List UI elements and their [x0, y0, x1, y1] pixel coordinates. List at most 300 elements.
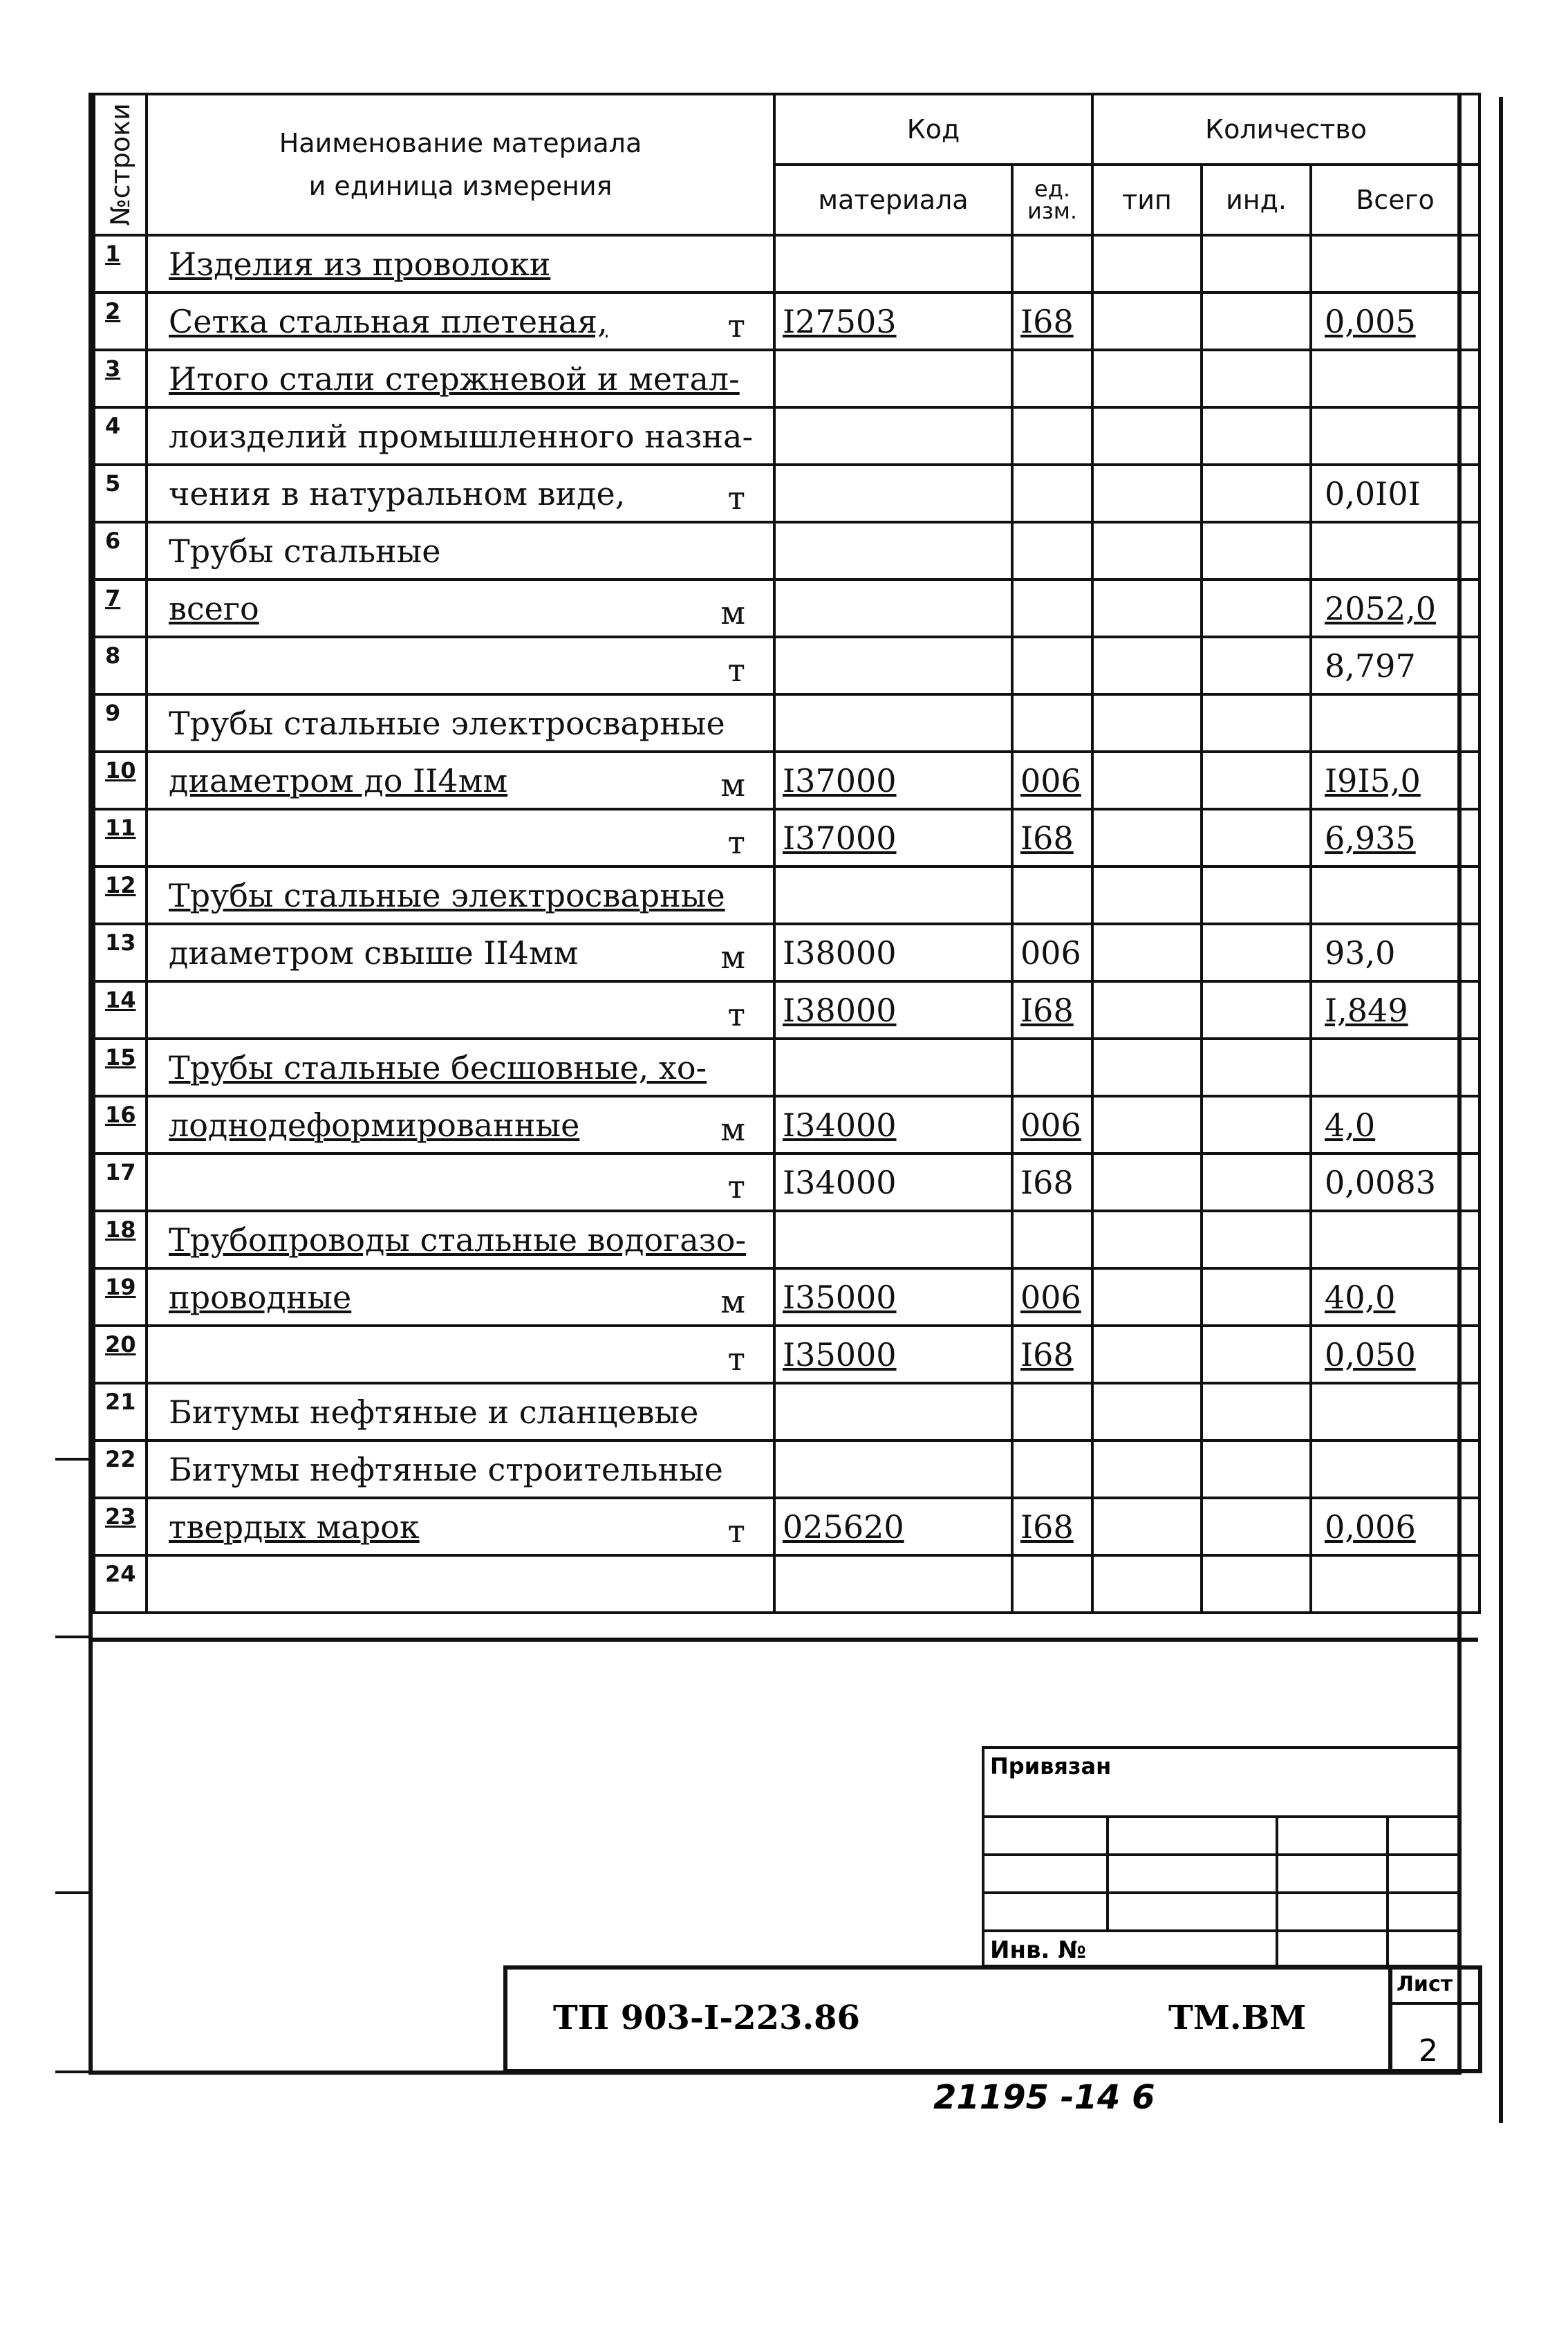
row-number-text: 11 — [105, 815, 136, 841]
material-code-text: I35000 — [783, 1335, 897, 1373]
qty-total — [1311, 1383, 1480, 1441]
material-name — [147, 1154, 774, 1211]
material-name-text: диаметром свыше II4мм — [169, 934, 579, 972]
qty-total — [1311, 350, 1480, 407]
material-name — [147, 1268, 774, 1326]
qty-ind — [1202, 924, 1311, 981]
table-row — [94, 1154, 1480, 1211]
row-number-text: 5 — [105, 470, 121, 497]
material-name-text: Итого стали стержневой и метал- — [169, 360, 740, 398]
material-name — [147, 867, 774, 924]
table-row — [94, 1498, 1480, 1555]
material-unit: м — [720, 938, 745, 976]
qty-type — [1092, 981, 1202, 1039]
qty-ind — [1202, 1039, 1311, 1096]
material-name — [147, 1211, 774, 1268]
material-name — [147, 1326, 774, 1383]
unit-code-text: I68 — [1020, 1335, 1074, 1373]
material-name — [147, 350, 774, 407]
unit-code — [1012, 350, 1092, 407]
qty-total — [1311, 694, 1480, 752]
material-name — [147, 580, 774, 637]
qty-total — [1311, 924, 1480, 981]
material-name-text: проводные — [169, 1278, 352, 1316]
qty-ind — [1202, 1211, 1311, 1268]
qty-total — [1311, 752, 1480, 809]
table-row — [94, 1268, 1480, 1326]
table-row — [94, 694, 1480, 752]
qty-ind — [1202, 637, 1311, 694]
qty-total — [1311, 407, 1480, 465]
material-code — [774, 293, 1012, 350]
unit-code — [1012, 1441, 1092, 1498]
table-row — [94, 235, 1480, 293]
row-number — [94, 694, 147, 752]
unit-code — [1012, 1326, 1092, 1383]
row-number-text: 22 — [105, 1446, 136, 1472]
material-name — [147, 637, 774, 694]
left-tick-mark — [55, 1891, 93, 1894]
qty-ind — [1202, 1096, 1311, 1154]
material-code — [774, 752, 1012, 809]
row-number — [94, 809, 147, 867]
qty-type — [1092, 1498, 1202, 1555]
qty-total — [1311, 465, 1480, 522]
title-block-rule — [1388, 1965, 1392, 2073]
table-row — [94, 867, 1480, 924]
table-row — [94, 981, 1480, 1039]
qty-ind — [1202, 694, 1311, 752]
qty-type — [1092, 752, 1202, 809]
qty-total-text: 8,797 — [1325, 647, 1416, 685]
row-number — [94, 1211, 147, 1268]
row-number-text: 20 — [105, 1331, 136, 1358]
row-number-text: 1 — [105, 241, 121, 267]
material-code — [774, 1383, 1012, 1441]
material-code-text: I37000 — [783, 761, 897, 799]
row-number — [94, 1498, 147, 1555]
unit-code — [1012, 1154, 1092, 1211]
material-name-text: Трубы стальные электросварные — [169, 704, 725, 742]
qty-type — [1092, 1326, 1202, 1383]
row-number — [94, 1039, 147, 1096]
qty-total — [1311, 1268, 1480, 1326]
sheet-number: 2 — [1419, 2033, 1438, 2068]
row-number-text: 23 — [105, 1503, 136, 1530]
qty-ind — [1202, 350, 1311, 407]
material-name-text: чения в натуральном виде, — [169, 474, 626, 512]
unit-code-text: 006 — [1020, 761, 1081, 799]
qty-total — [1311, 809, 1480, 867]
qty-total — [1311, 235, 1480, 293]
row-number-text: 15 — [105, 1044, 136, 1071]
title-block-rule — [1388, 2002, 1482, 2005]
stamp-inv-no-label: Инв. № — [990, 1936, 1087, 1964]
material-name-text: диаметром до II4мм — [169, 761, 508, 799]
row-number — [94, 1154, 147, 1211]
qty-type — [1092, 1555, 1202, 1613]
material-name — [147, 924, 774, 981]
row-number-text: 2 — [105, 298, 121, 324]
qty-ind — [1202, 1441, 1311, 1498]
unit-code — [1012, 1268, 1092, 1326]
qty-total — [1311, 1096, 1480, 1154]
qty-ind — [1202, 1383, 1311, 1441]
binding-stamp — [982, 1746, 1462, 1967]
table-bottom-rule — [93, 1638, 1478, 1642]
qty-total-text: I9I5,0 — [1325, 761, 1421, 799]
unit-code — [1012, 407, 1092, 465]
material-name — [147, 981, 774, 1039]
row-number — [94, 407, 147, 465]
row-number-text: 12 — [105, 872, 136, 898]
row-number — [94, 924, 147, 981]
material-name — [147, 1039, 774, 1096]
table-row — [94, 637, 1480, 694]
row-number-text: 3 — [105, 355, 121, 382]
material-name — [147, 1383, 774, 1441]
material-name — [147, 407, 774, 465]
qty-total-text: 0,006 — [1325, 1508, 1416, 1546]
material-unit: т — [727, 651, 745, 689]
handwritten-archive-number: 21195 -14 6 — [933, 2078, 1155, 2117]
row-number-text: 16 — [105, 1102, 136, 1128]
material-code — [774, 637, 1012, 694]
header-material-name: Наименование материала и единица измерения — [147, 94, 774, 235]
material-name-text: Сетка стальная плетеная, — [169, 302, 608, 340]
qty-total-text: 0,050 — [1325, 1335, 1416, 1373]
row-number — [94, 522, 147, 580]
qty-total — [1311, 867, 1480, 924]
unit-code — [1012, 465, 1092, 522]
qty-ind — [1202, 1498, 1311, 1555]
qty-total — [1311, 1441, 1480, 1498]
material-code — [774, 1211, 1012, 1268]
unit-code-text: 006 — [1020, 934, 1081, 972]
material-code-text: I38000 — [783, 991, 897, 1029]
stamp-rule — [982, 1891, 1462, 1894]
qty-type — [1092, 1154, 1202, 1211]
row-number — [94, 1326, 147, 1383]
material-name — [147, 1555, 774, 1613]
qty-type — [1092, 350, 1202, 407]
qty-type — [1092, 1096, 1202, 1154]
material-code-text: I35000 — [783, 1278, 897, 1316]
row-number — [94, 1268, 147, 1326]
header-qty-ind: инд. — [1202, 165, 1311, 235]
row-number — [94, 580, 147, 637]
material-name-text: Изделия из проволоки — [169, 245, 551, 283]
qty-type — [1092, 694, 1202, 752]
material-unit: т — [727, 996, 745, 1033]
material-code — [774, 465, 1012, 522]
header-code-group: Код — [774, 94, 1092, 165]
qty-total — [1311, 1326, 1480, 1383]
material-code — [774, 694, 1012, 752]
material-name-text: лоднодеформированные — [169, 1106, 580, 1144]
unit-code — [1012, 694, 1092, 752]
stamp-privyazan-label: Привязан — [990, 1753, 1112, 1779]
material-code — [774, 235, 1012, 293]
qty-total — [1311, 1498, 1480, 1555]
material-code — [774, 1555, 1012, 1613]
unit-code-text: I68 — [1020, 1508, 1074, 1546]
qty-total-text: 0,005 — [1325, 302, 1416, 340]
material-code-text: I34000 — [783, 1106, 897, 1144]
material-unit: т — [727, 479, 745, 517]
table-row — [94, 924, 1480, 981]
qty-total — [1311, 637, 1480, 694]
qty-total — [1311, 1211, 1480, 1268]
material-code — [774, 350, 1012, 407]
row-number-text: 9 — [105, 700, 121, 726]
row-number-text: 24 — [105, 1561, 136, 1587]
table-row — [94, 1383, 1480, 1441]
material-name-text: Трубы стальные электросварные — [169, 876, 725, 914]
material-code — [774, 867, 1012, 924]
qty-ind — [1202, 580, 1311, 637]
qty-ind — [1202, 465, 1311, 522]
row-number — [94, 1441, 147, 1498]
frame-left-rule — [88, 93, 93, 2073]
qty-total — [1311, 1555, 1480, 1613]
row-number-text: 21 — [105, 1389, 136, 1415]
qty-type — [1092, 407, 1202, 465]
qty-ind — [1202, 293, 1311, 350]
qty-total-text: 0,0I0I — [1325, 474, 1421, 512]
material-name — [147, 1096, 774, 1154]
qty-total — [1311, 981, 1480, 1039]
material-code — [774, 1154, 1012, 1211]
qty-type — [1092, 1441, 1202, 1498]
stamp-rule — [1386, 1815, 1389, 1967]
qty-type — [1092, 522, 1202, 580]
material-name — [147, 293, 774, 350]
row-number-text: 4 — [105, 413, 121, 439]
material-name — [147, 1441, 774, 1498]
table-row — [94, 752, 1480, 809]
row-number — [94, 1555, 147, 1613]
material-unit: т — [727, 307, 745, 344]
qty-total-text: 40,0 — [1325, 1278, 1396, 1316]
material-unit: м — [720, 766, 745, 804]
qty-type — [1092, 809, 1202, 867]
header-qty-type: тип — [1092, 165, 1202, 235]
header-code-material: материала — [774, 165, 1012, 235]
qty-type — [1092, 867, 1202, 924]
table-row — [94, 465, 1480, 522]
qty-type — [1092, 1383, 1202, 1441]
qty-type — [1092, 1211, 1202, 1268]
qty-ind — [1202, 1326, 1311, 1383]
stamp-rule — [1106, 1815, 1109, 1929]
row-number — [94, 981, 147, 1039]
table-row — [94, 1211, 1480, 1268]
header-qty-total: Всего — [1311, 165, 1480, 235]
material-code — [774, 1326, 1012, 1383]
table-row — [94, 1441, 1480, 1498]
material-code — [774, 809, 1012, 867]
qty-ind — [1202, 235, 1311, 293]
material-name-text: Трубы стальные бесшовные, хо- — [169, 1048, 707, 1086]
unit-code — [1012, 1039, 1092, 1096]
material-name — [147, 694, 774, 752]
unit-code — [1012, 522, 1092, 580]
unit-code — [1012, 981, 1092, 1039]
qty-type — [1092, 1039, 1202, 1096]
material-name-text: всего — [169, 589, 259, 627]
row-number — [94, 1383, 147, 1441]
qty-type — [1092, 293, 1202, 350]
unit-code-text: 006 — [1020, 1278, 1081, 1316]
header-code-unit: ед. изм. — [1012, 165, 1092, 235]
material-name-text: твердых марок — [169, 1508, 420, 1546]
table-row — [94, 350, 1480, 407]
material-unit: т — [727, 1168, 745, 1205]
row-number — [94, 350, 147, 407]
material-code — [774, 1498, 1012, 1555]
material-unit: м — [720, 1283, 745, 1320]
material-code — [774, 407, 1012, 465]
material-unit: т — [727, 824, 745, 861]
qty-total-text: 93,0 — [1325, 934, 1396, 972]
material-code — [774, 1441, 1012, 1498]
material-code — [774, 522, 1012, 580]
row-number — [94, 637, 147, 694]
left-tick-mark — [55, 1636, 93, 1638]
material-code-text: 025620 — [783, 1508, 904, 1546]
materials-table — [93, 93, 1481, 1614]
qty-ind — [1202, 1268, 1311, 1326]
material-name-text: Битумы нефтяные и сланцевые — [169, 1393, 699, 1431]
material-code-text: I27503 — [783, 302, 897, 340]
row-number-text: 19 — [105, 1274, 136, 1300]
row-number-text: 8 — [105, 642, 121, 669]
unit-code — [1012, 1498, 1092, 1555]
table-row — [94, 293, 1480, 350]
header-qty-group: Количество — [1092, 94, 1480, 165]
material-code-text: I34000 — [783, 1163, 897, 1201]
row-number-text: 7 — [105, 585, 121, 611]
qty-ind — [1202, 809, 1311, 867]
document-code: ТП 903-I-223.86 — [553, 1999, 860, 2037]
material-name — [147, 809, 774, 867]
qty-total-text: 0,0083 — [1325, 1163, 1436, 1201]
qty-total-text: I,849 — [1325, 991, 1408, 1029]
material-name — [147, 465, 774, 522]
qty-ind — [1202, 867, 1311, 924]
material-code — [774, 1096, 1012, 1154]
row-number-text: 6 — [105, 528, 121, 554]
material-unit: т — [727, 1512, 745, 1550]
unit-code — [1012, 293, 1092, 350]
qty-type — [1092, 465, 1202, 522]
material-name-text: Трубы стальные — [169, 532, 441, 570]
left-tick-mark — [55, 1458, 93, 1461]
qty-total — [1311, 293, 1480, 350]
unit-code — [1012, 1383, 1092, 1441]
stamp-rule — [982, 1853, 1462, 1856]
qty-total — [1311, 1039, 1480, 1096]
material-code — [774, 580, 1012, 637]
row-number-text: 13 — [105, 929, 136, 956]
unit-code-text: I68 — [1020, 991, 1074, 1029]
table-row — [94, 1555, 1480, 1613]
row-number — [94, 867, 147, 924]
material-name-text: Трубопроводы стальные водогазо- — [169, 1221, 747, 1259]
material-unit: м — [720, 594, 745, 631]
row-number — [94, 235, 147, 293]
unit-code-text: 006 — [1020, 1106, 1081, 1144]
table-row — [94, 522, 1480, 580]
material-code — [774, 1039, 1012, 1096]
header-row-number: №строки — [94, 94, 147, 235]
table-row — [94, 1326, 1480, 1383]
material-unit: м — [720, 1111, 745, 1148]
qty-ind — [1202, 752, 1311, 809]
table-row — [94, 809, 1480, 867]
material-name — [147, 522, 774, 580]
unit-code — [1012, 924, 1092, 981]
qty-total — [1311, 1154, 1480, 1211]
qty-ind — [1202, 981, 1311, 1039]
sheet-label: Лист — [1397, 1972, 1453, 1997]
qty-type — [1092, 924, 1202, 981]
row-number — [94, 1096, 147, 1154]
row-number-text: 14 — [105, 987, 136, 1013]
qty-total — [1311, 522, 1480, 580]
row-number-text: 18 — [105, 1216, 136, 1243]
left-tick-mark — [55, 2071, 93, 2073]
qty-type — [1092, 637, 1202, 694]
table-row — [94, 1039, 1480, 1096]
material-code — [774, 1268, 1012, 1326]
row-number-text: 17 — [105, 1159, 136, 1185]
unit-code — [1012, 1096, 1092, 1154]
material-name-text: Битумы нефтяные строительные — [169, 1450, 723, 1488]
page-right-rule — [1499, 97, 1503, 2123]
material-code-text: I38000 — [783, 934, 897, 972]
material-code — [774, 924, 1012, 981]
qty-ind — [1202, 522, 1311, 580]
document-mark: ТМ.ВМ — [1168, 1999, 1307, 2037]
unit-code — [1012, 1211, 1092, 1268]
row-number-text: 10 — [105, 757, 136, 784]
qty-type — [1092, 580, 1202, 637]
table-row — [94, 1096, 1480, 1154]
unit-code-text: I68 — [1020, 1163, 1074, 1201]
qty-type — [1092, 235, 1202, 293]
material-name-text: лоизделий промышленного назна- — [169, 417, 754, 455]
unit-code — [1012, 637, 1092, 694]
qty-ind — [1202, 1555, 1311, 1613]
material-name — [147, 1498, 774, 1555]
unit-code — [1012, 752, 1092, 809]
material-code-text: I37000 — [783, 819, 897, 857]
unit-code — [1012, 235, 1092, 293]
material-code — [774, 981, 1012, 1039]
table-row — [94, 407, 1480, 465]
row-number — [94, 465, 147, 522]
row-number — [94, 752, 147, 809]
table-row — [94, 580, 1480, 637]
qty-ind — [1202, 407, 1311, 465]
unit-code-text: I68 — [1020, 819, 1074, 857]
unit-code — [1012, 809, 1092, 867]
unit-code — [1012, 580, 1092, 637]
qty-total — [1311, 580, 1480, 637]
qty-type — [1092, 1268, 1202, 1326]
